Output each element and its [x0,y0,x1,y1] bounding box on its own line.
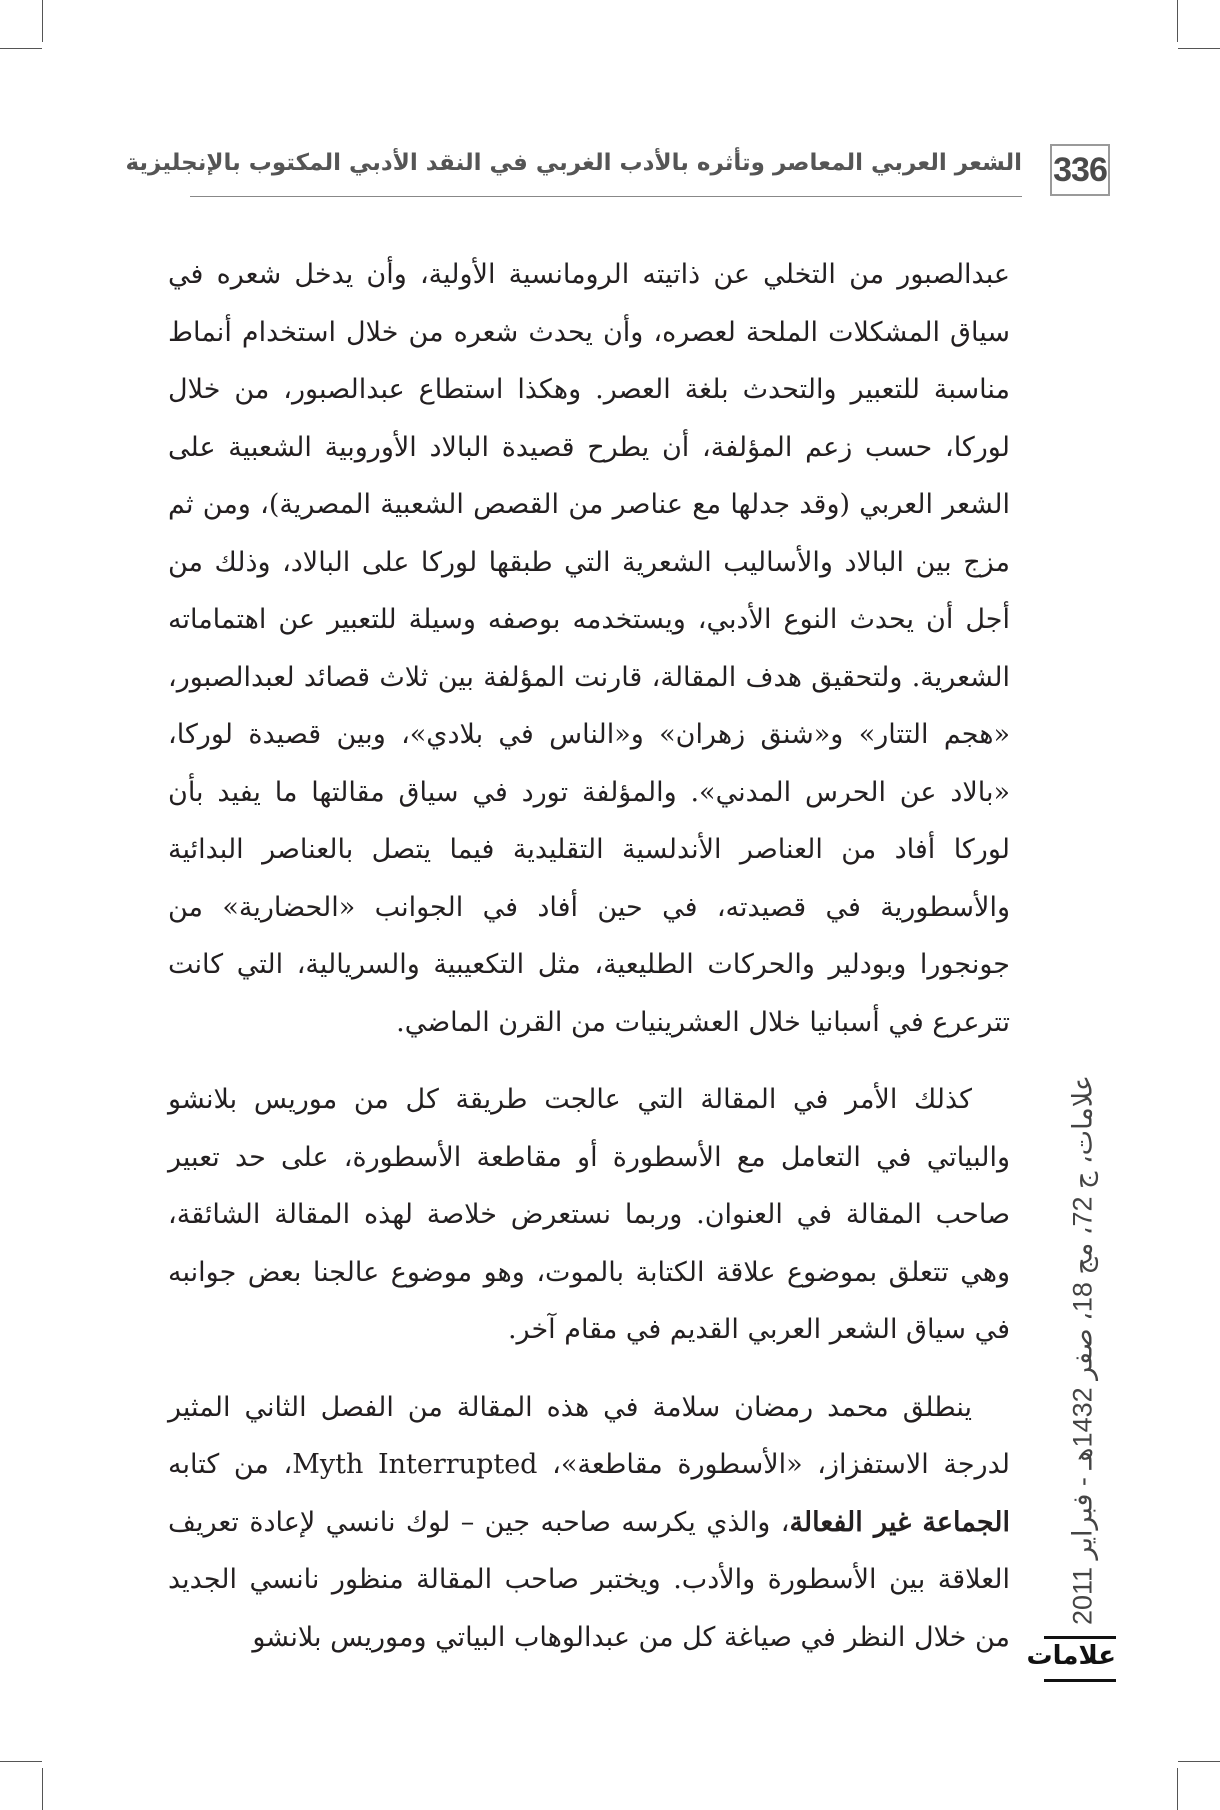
paragraph-text: ، من كتابه [168,1449,293,1480]
paragraph [168,1071,1010,1359]
paragraph-text: كذلك الأمر في المقالة التي عالجت طريقة كل من موريس بلانشو والبياتي في التعامل مع الأسطورة أو مقاطعة الأسطورة، على حد تعبير صاحب المقالة في العنوان. وربما نستعرض خلاصة لهذه المقالة الشائقة، وهي تتعلق بموضوع علاقة الكتابة بالموت، وهو موضوع عالجنا بعض جوانبه في سياق الشعر العربي القديم في مقام آخر. [168,1084,1010,1345]
book-title: الجماعة غير الفعالة [789,1506,1010,1538]
crop-mark [1178,1761,1220,1762]
header-rule [190,196,1022,197]
journal-sidebar [1053,1070,1113,1630]
crop-mark [42,0,43,42]
crop-mark [0,1761,42,1762]
journal-logo: علامات [1044,1636,1116,1682]
paragraph: عبدالصبور من التخلي عن ذاتيته الرومانسية الأولية، وأن يدخل شعره في سياق المشكلات الملحة لعصره، وأن يحدث شعره من خلال استخدام أنماط مناسبة للتعبير والتحدث بلغة العصر. وهكذا استطاع عبدالصبور، من خلال لوركا، حسب زعم المؤلفة، أن يطرح قصيدة البالاد الأوروبية الشعبية على الشعر العربي (وقد جدلها مع عناصر من القصص الشعبية المصرية)، ومن ثم مزج بين البالاد والأساليب الشعرية التي طبقها لوركا على البالاد، وذلك من أجل أن يحدث النوع الأدبي، ويستخدمه بوصفه وسيلة للتعبير عن اهتماماته الشعرية. ولتحقيق هدف المقالة، قارنت المؤلفة بين ثلاث قصائد لعبدالصبور، «هجم التتار» و«شنق زهران» و«الناس في بلادي»، وبين قصيدة لوركا، «بالاد عن الحرس المدني». والمؤلفة تورد في سياق مقالتها ما يفيد بأن لوركا أفاد من العناصر الأندلسية التقليدية فيما يتصل بالعناصر البدائية والأسطورية في قصيدته، في حين أفاد في الجوانب «الحضارية» من جونجورا وبودلير والحركات الطليعية، مثل التكعيبية والسريالية، التي كانت تترعرع في أسبانيا خلال العشرينيات من القرن الماضي. [168,259,1010,1038]
crop-mark [1178,48,1220,49]
paragraph [168,1379,1010,1667]
article-body [168,246,1010,1666]
crop-mark [0,48,42,49]
page-number: 336 [1050,144,1110,196]
page-header [125,144,1110,204]
running-title: الشعر العربي المعاصر وتأثره بالأدب الغربي في النقد الأدبي المكتوب بالإنجليزية [125,150,1022,176]
english-title: Myth Interrupted [292,1449,538,1480]
crop-mark [42,1768,43,1810]
paragraph-text: ينطلق محمد رمضان سلامة في هذه المقالة من الفصل الثاني المثير لدرجة الاستفزاز، «الأسطورة مقاطعة»، [168,1391,1010,1480]
journal-info: علامات، ج 72، مج 18، صفر 1432هـ - فبراير 2011 [1067,1074,1098,1626]
crop-mark [1177,0,1178,42]
crop-mark [1177,1768,1178,1810]
paragraph-text: ، والذي يكرسه صاحبه جين – لوك نانسي لإعادة تعريف العلاقة بين الأسطورة والأدب. ويختبر صاحب المقالة منظور نانسي الجديد من خلال النظر في صياغة كل من عبدالوهاب البياتي وموريس بلانشو [168,1506,1010,1653]
